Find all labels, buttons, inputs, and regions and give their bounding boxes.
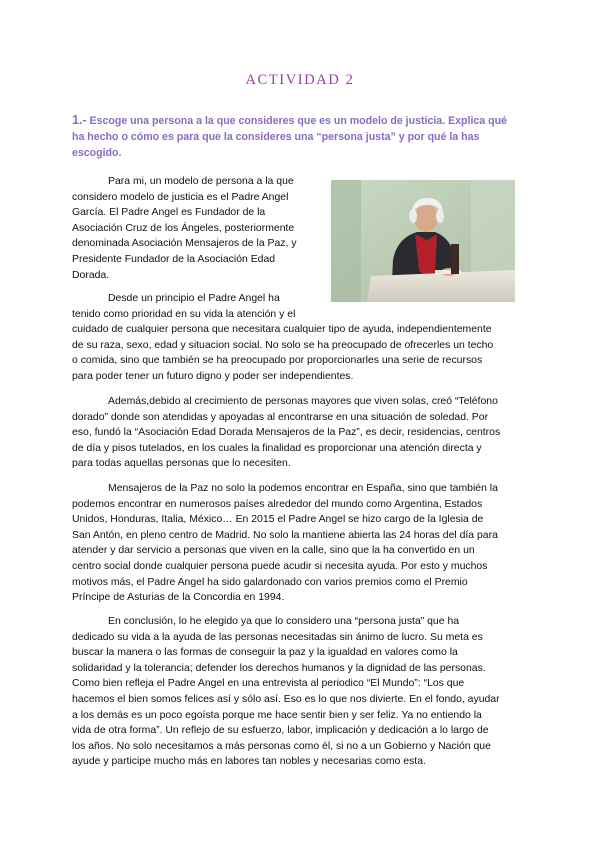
- photo-illustration: [331, 180, 515, 302]
- text-line: Presidente Fundador de la Asociación Edad: [72, 253, 276, 265]
- text-line: Dorada.: [72, 269, 110, 281]
- text-line: podemos encontrar en numerosos países alrededor del mundo como Argentina, Estados: [72, 498, 483, 510]
- text-line: Príncipe de Asturias de la Concordia en 1994.: [72, 592, 285, 604]
- text-line: para todas aquellas personas que lo necesiten.: [72, 458, 291, 470]
- text-line: tenido como prioridad en su vida la atención y el: [72, 308, 296, 320]
- paragraph-conclusion: [72, 614, 528, 770]
- page-title: ACTIVIDAD 2: [245, 72, 355, 88]
- text-line: buscar la manera o las formas de conseguir la paz y la igualdad en valores como la: [72, 647, 458, 659]
- text-line: Para mi, un modelo de persona a la que: [108, 176, 294, 187]
- text-line: motivos más, el Padre Angel ha sido galardonado con varios premios como el Premio: [72, 576, 468, 588]
- text-line: considero modelo de justicia es el Padre Angel: [72, 191, 289, 203]
- text-line: San Antón, en pleno centro de Madrid. No solo la mantiene abierta las 24 horas del día para: [72, 529, 498, 541]
- text-line: Como bien refleja el Padre Angel en una entrevista al periodico “El Mundo”: “Los que: [72, 678, 465, 690]
- question-line: Escoge una persona a la que consideres que es un modelo de justicia. Explica qué: [89, 115, 507, 127]
- text-line: ayude y participe mucho más en labores tan nobles y necesarias como esta.: [72, 756, 426, 768]
- text-line: o comida, sino que también se ha preocupado por proporcionarles una serie de recursos: [72, 355, 483, 367]
- text-line: atender y dar servicio a personas que viven en la calle, sino que la ha convertido en un: [72, 545, 475, 557]
- paragraph-intro: [72, 174, 322, 283]
- text-line: para poder tener un futuro digno y poder ser independientes.: [72, 370, 354, 382]
- text-line: hacemos el bien somos felices así y sólo así. Eso es lo que nos divierte. En el fondo, ayudar: [72, 693, 500, 705]
- text-line: Mensajeros de la Paz no solo la podemos encontrar en España, sino que también la: [108, 483, 498, 494]
- text-line: solidaridad y la tolerancia; defender los derechos humanos y la dignidad de las personas.: [72, 662, 486, 674]
- question-line: escogido.: [72, 147, 122, 159]
- text-line: Además,debido al crecimiento de personas mayores que viven solas, creó “Teléfono: [108, 396, 498, 407]
- paragraph-mensajeros: [72, 481, 528, 606]
- text-line: cuidado de cualquier persona que necesitara cualquier tipo de ayuda, independientemente: [72, 324, 492, 336]
- text-line: García. El Padre Angel es Fundador de la: [72, 207, 266, 219]
- text-line: vida de otra forma”. Un reflejo de su esfuerzo, labor, implicación y dedicación a lo largo de: [72, 725, 489, 737]
- text-line: Asociación Cruz de los Ángeles, posteriormente: [72, 222, 295, 234]
- text-line: Desde un principio el Padre Angel ha: [108, 293, 280, 304]
- text-line: de día y pisos tutelados, en los cuales la finalidad es proporcionar una atención directa y: [72, 442, 482, 454]
- text-line: dorado” donde son atendidas y apoyadas al encontrarse en una situación de soledad. Por: [72, 411, 489, 423]
- paragraph-priority: [72, 291, 528, 385]
- text-line: centro social donde cualquier persona puede acudir si necesita ayuda. Por esto y muchos: [72, 560, 488, 572]
- paragraph-edad-dorada: [72, 394, 528, 472]
- question-line: ha hecho o cómo es para que la consideres una “persona justa” y por qué la has: [72, 131, 480, 143]
- photo-elderly-man-at-table: [331, 180, 515, 302]
- text-line: a los demás es un poco egoísta porque me hace sentir bien y ser feliz. Ya no entiendo la: [72, 709, 482, 721]
- text-line: dedicado su vida a la ayuda de las personas necesitadas sin ánimo de lucro. Su meta es: [72, 631, 483, 643]
- text-line: los años. No solo necesitamos a más personas como él, si no a un Gobierno y Nación que: [72, 740, 491, 752]
- question-block: [72, 112, 532, 161]
- text-line: denominada Asociación Mensajeros de la Paz, y: [72, 238, 297, 250]
- text-line: Unidos, Honduras, Italia, México… En 2015 el Padre Angel se hizo cargo de la Iglesia de: [72, 514, 484, 526]
- text-line: En conclusión, lo he elegido ya que lo considero una “persona justa” que ha: [108, 616, 460, 627]
- text-line: de su raza, sexo, edad y situacion social. No solo se ha preocupado de ofrecerles un techo: [72, 339, 494, 351]
- text-line: eso, fundó la “Asociación Edad Dorada Mensajeros de la Paz”, es decir, residencias, centros: [72, 427, 501, 439]
- question-number: 1.-: [72, 113, 87, 127]
